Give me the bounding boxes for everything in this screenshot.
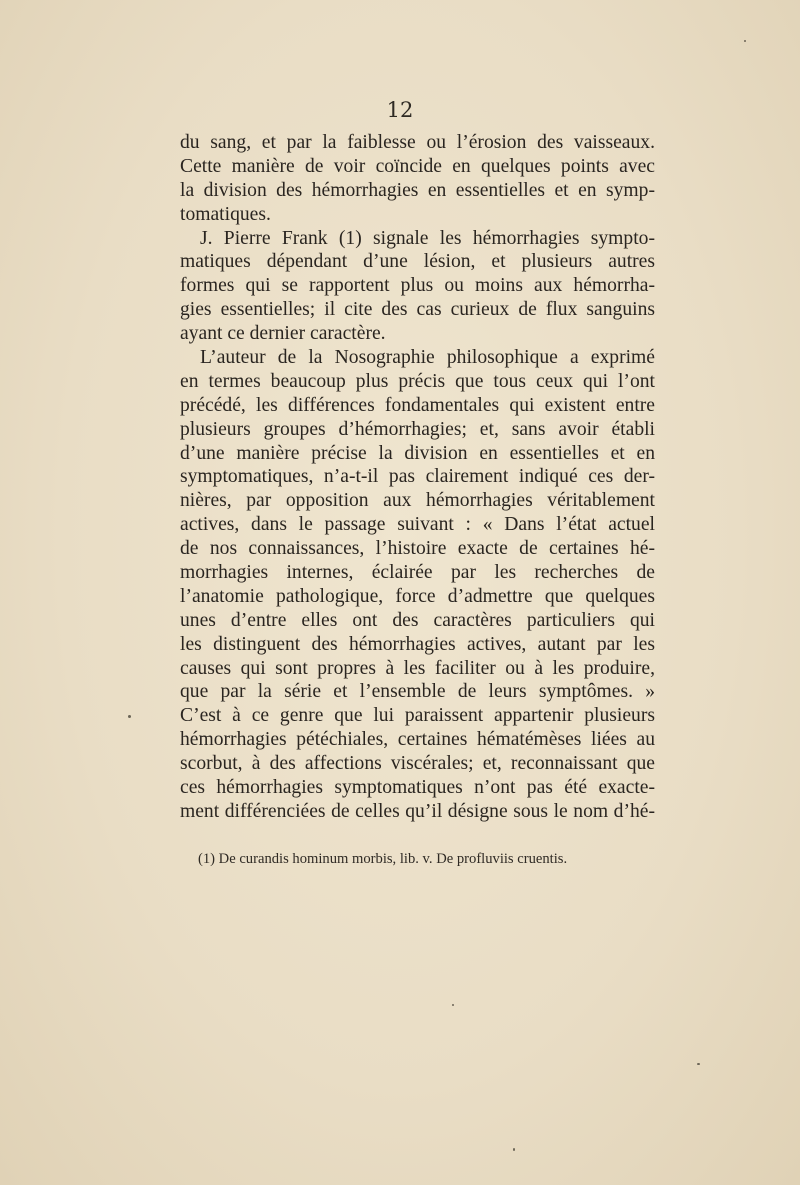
text-line: du sang, et par la faiblesse ou l’érosion des vaisseaux. bbox=[180, 132, 655, 153]
page-number: 12 bbox=[386, 98, 414, 122]
text-line: L’auteur de la Nosographie philosophique a exprimé bbox=[200, 347, 655, 369]
text-line: unes d’entre elles ont des caractères particuliers qui bbox=[180, 609, 655, 631]
text-line: morrhagies internes, éclairée par les recherches de bbox=[180, 562, 655, 584]
text-line: causes qui sont propres à les faciliter ou à les produire, bbox=[180, 657, 655, 679]
paper-speck bbox=[513, 1148, 515, 1151]
text-line: Cette manière de voir coïncide en quelques points avec bbox=[180, 155, 655, 177]
text-line: que par la série et l’ensemble de leurs symptômes. » bbox=[180, 681, 655, 703]
text-line: l’anatomie pathologique, force d’admettre que quelques bbox=[180, 585, 655, 607]
text-line: la division des hémorrhagies en essentielles et en symp- bbox=[180, 179, 655, 201]
paper-speck bbox=[697, 1063, 700, 1065]
text-line: actives, dans le passage suivant : « Dans l’état actuel bbox=[180, 514, 655, 536]
text-line: en termes beaucoup plus précis que tous ceux qui l’ont bbox=[180, 370, 655, 392]
text-line: matiques dépendant d’une lésion, et plusieurs autres bbox=[180, 251, 655, 273]
text-line: J. Pierre Frank (1) signale les hémorrhagies sympto- bbox=[200, 227, 655, 249]
text-line: précédé, les différences fondamentales qui existent entre bbox=[180, 394, 655, 416]
text-line: formes qui se rapportent plus ou moins aux hémorrha- bbox=[180, 275, 655, 297]
paper-speck bbox=[744, 40, 746, 42]
text-line: nières, par opposition aux hémorrhagies véritablement bbox=[180, 490, 655, 512]
text-line: scorbut, à des affections viscérales; et, reconnaissant que bbox=[180, 753, 655, 775]
text-line: hémorrhagies pétéchiales, certaines hématémèses liées au bbox=[180, 729, 655, 751]
text-line: gies essentielles; il cite des cas curieux de flux sanguins bbox=[180, 299, 655, 321]
text-line: plusieurs groupes d’hémorrhagies; et, sans avoir établi bbox=[180, 418, 655, 440]
body-text bbox=[180, 131, 655, 824]
text-line: ayant ce dernier caractère. bbox=[180, 323, 386, 345]
text-line: C’est à ce genre que lui paraissent appartenir plusieurs bbox=[180, 705, 655, 727]
text-line: d’une manière précise la division en essentielles et en bbox=[180, 442, 655, 464]
text-line: tomatiques. bbox=[180, 203, 271, 225]
text-line: ment différenciées de celles qu’il désigne sous le nom d’hé- bbox=[180, 800, 655, 822]
text-line: de nos connaissances, l’histoire exacte de certaines hé- bbox=[180, 538, 655, 560]
text-line: ces hémorrhagies symptomatiques n’ont pas été exacte- bbox=[180, 777, 655, 799]
footnote: (1) De curandis hominum morbis, lib. v. De profluviis cruentis. bbox=[198, 851, 568, 867]
text-line: symptomatiques, n’a-t-il pas clairement indiqué ces der- bbox=[180, 466, 655, 488]
paper-speck bbox=[452, 1004, 454, 1006]
paper-speck bbox=[128, 715, 131, 718]
text-line: les distinguent des hémorrhagies actives, autant par les bbox=[180, 633, 655, 655]
